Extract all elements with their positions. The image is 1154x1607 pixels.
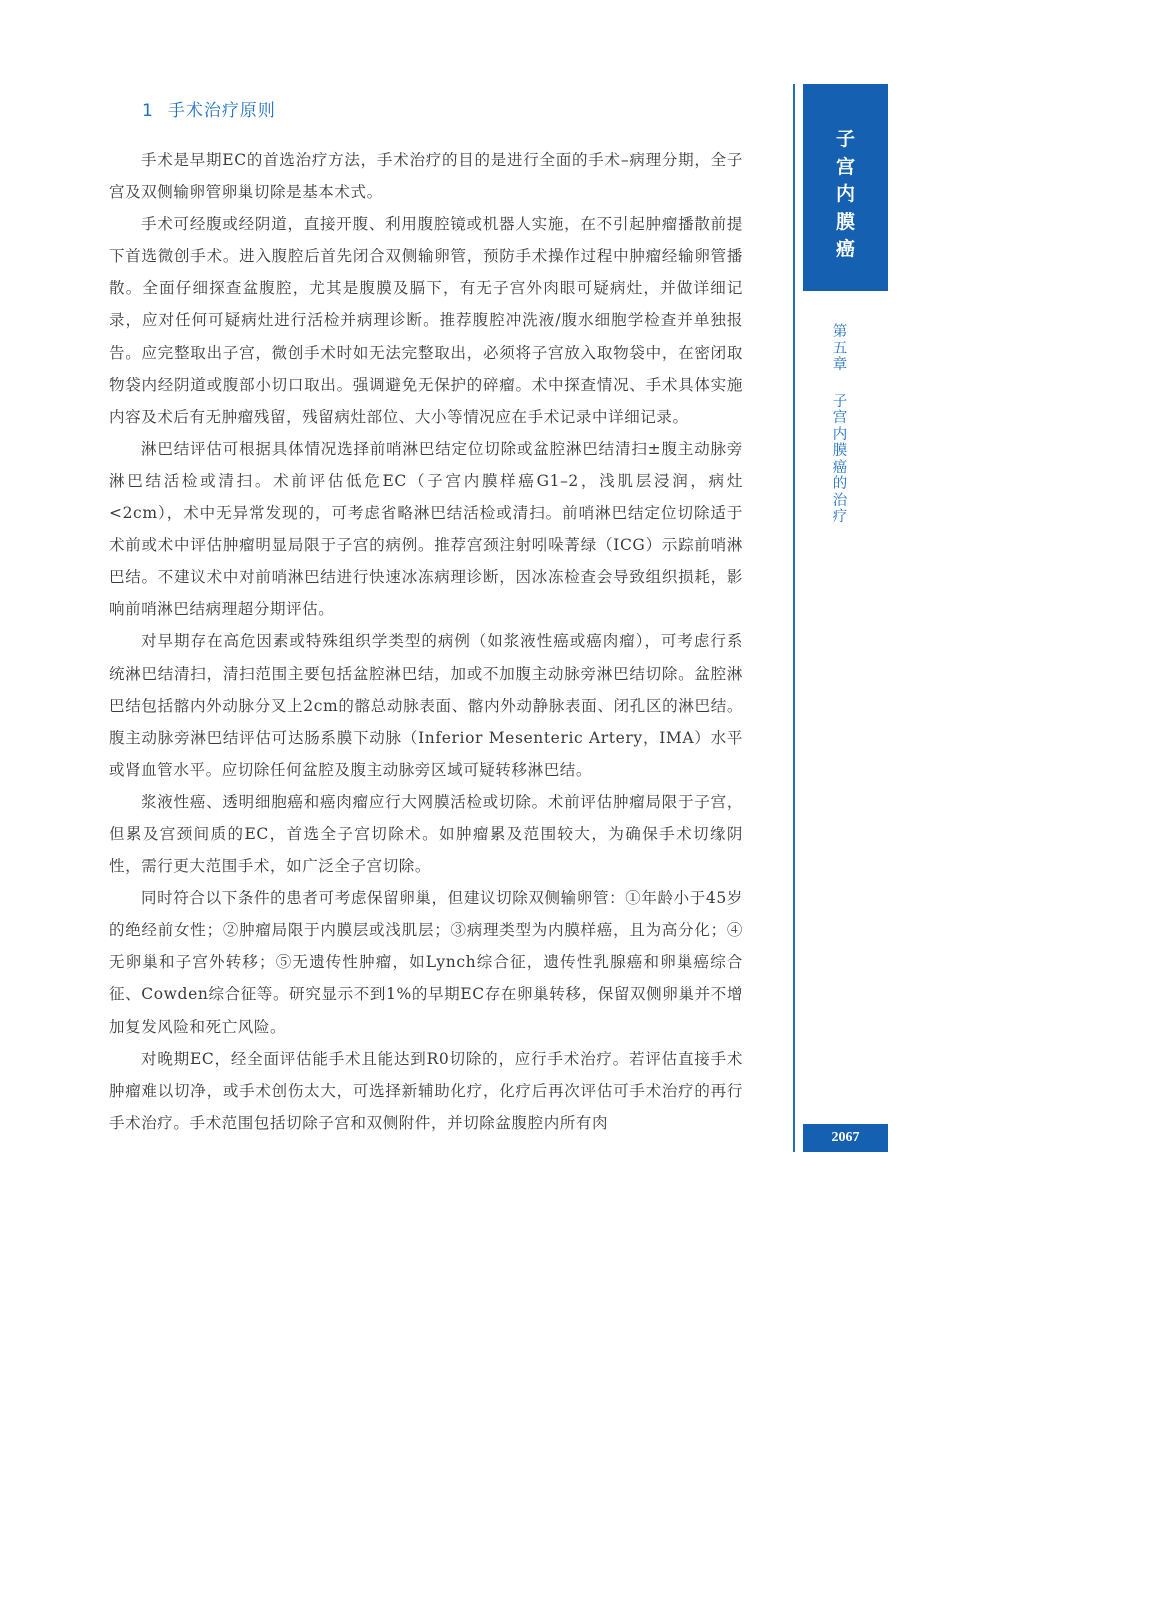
paragraph-1: 手术是早期EC的首选治疗方法，手术治疗的目的是进行全面的手术–病理分期，全子宫及双侧输卵管卵巢切除是基本术式。 [109, 151, 743, 202]
chapter-running-head [831, 324, 849, 526]
page-number: 2067 [803, 1124, 888, 1152]
body-text [109, 144, 743, 1139]
chapter-tab [803, 84, 888, 291]
paragraph-4: 对早期存在高危因素或特殊组织学类型的病例（如浆液性癌或癌肉瘤），可考虑行系统淋巴结清扫，清扫范围主要包括盆腔淋巴结，加或不加腹主动脉旁淋巴结切除。盆腔淋巴结包括髂内外动脉分叉上2cm的髂总动脉表面、髂内外动静脉表面、闭孔区的淋巴结。腹主动脉旁淋巴结评估可达肠系膜下动脉（Inferior Mesenteric Artery，IMA）水平或肾血管水平。应切除任何盆腔及腹主动脉旁区域可疑转移淋巴结。 [109, 632, 743, 779]
margin-rule [793, 84, 795, 1152]
chapter-title: 子宫内膜癌的治疗 [832, 393, 848, 525]
chapter-number: 第五章 [832, 324, 848, 373]
paragraph-6: 同时符合以下条件的患者可考虑保留卵巢，但建议切除双侧输卵管：①年龄小于45岁的绝经前女性；②肿瘤局限于内膜层或浅肌层；③病理类型为内膜样癌，且为高分化；④无卵巢和子宫外转移；⑤无遗传性肿瘤，如Lynch综合征，遗传性乳腺癌和卵巢癌综合征、Cowden综合征等。研究显示不到1%的早期EC存在卵巢转移，保留双侧卵巢并不增加复发风险和死亡风险。 [109, 889, 743, 1036]
paragraph-7: 对晚期EC，经全面评估能手术且能达到R0切除的，应行手术治疗。若评估直接手术肿瘤难以切净，或手术创伤太大，可选择新辅助化疗，化疗后再次评估可手术治疗的再行手术治疗。手术范围包括切除子宫和双侧附件，并切除盆腹腔内所有肉 [109, 1049, 743, 1132]
paragraph-2: 手术可经腹或经阴道，直接开腹、利用腹腔镜或机器人实施，在不引起肿瘤播散前提下首选微创手术。进入腹腔后首先闭合双侧输卵管，预防手术操作过程中肿瘤经输卵管播散。全面仔细探查盆腹腔，尤其是腹膜及膈下，有无子宫外肉眼可疑病灶，并做详细记录，应对任何可疑病灶进行活检并病理诊断。推荐腹腔冲洗液/腹水细胞学检查并单独报告。应完整取出子宫，微创手术时如无法完整取出，必须将子宫放入取物袋中，在密闭取物袋内经阴道或腹部小切口取出。强调避免无保护的碎瘤。术中探查情况、手术具体实施内容及术后有无肿瘤残留，残留病灶部位、大小等情况应在手术记录中详细记录。 [109, 215, 743, 426]
section-number: 1 [142, 101, 154, 121]
section-title: 手术治疗原则 [167, 101, 276, 121]
section-heading [142, 96, 276, 121]
paragraph-3: 淋巴结评估可根据具体情况选择前哨淋巴结定位切除或盆腔淋巴结清扫±腹主动脉旁淋巴结活检或清扫。术前评估低危EC（子宫内膜样癌G1–2，浅肌层浸润，病灶<2cm），术中无异常发现的，可考虑省略淋巴结活检或清扫。前哨淋巴结定位切除适于术前或术中评估肿瘤明显局限于子宫的病例。推荐宫颈注射吲哚菁绿（ICG）示踪前哨淋巴结。不建议术中对前哨淋巴结进行快速冰冻病理诊断，因冰冻检查会导致组织损耗，影响前哨淋巴结病理超分期评估。 [109, 439, 743, 619]
paragraph-5: 浆液性癌、透明细胞癌和癌肉瘤应行大网膜活检或切除。术前评估肿瘤局限于子宫，但累及宫颈间质的EC，首选全子宫切除术。如肿瘤累及范围较大，为确保手术切缘阴性，需行更大范围手术，如广泛全子宫切除。 [109, 792, 743, 876]
chapter-tab-title: 子宫内膜癌 [835, 128, 855, 260]
